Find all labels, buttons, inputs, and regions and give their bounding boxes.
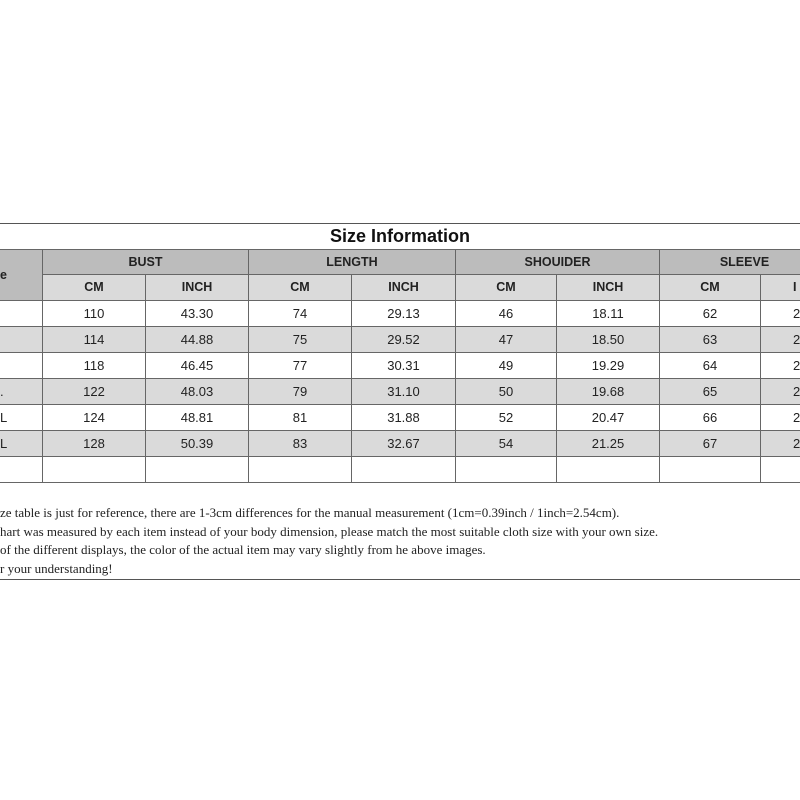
unit-header-shoulder-inch: INCH bbox=[557, 275, 660, 301]
table-cell-bust-in: 48.81 bbox=[146, 405, 249, 431]
table-cell-length-cm: 77 bbox=[249, 353, 352, 379]
table-cell-size: . bbox=[0, 379, 43, 405]
table-cell-length-cm bbox=[249, 457, 352, 483]
unit-header-length-inch: INCH bbox=[352, 275, 456, 301]
table-cell-length-in: 31.10 bbox=[352, 379, 456, 405]
table-cell-sleeve-in: 2 bbox=[761, 327, 800, 353]
table-cell-size bbox=[0, 457, 43, 483]
table-cell-shoulder-cm bbox=[456, 457, 557, 483]
sleeve-inch-header-fragment: I bbox=[793, 280, 797, 294]
table-cell-size: L bbox=[0, 405, 43, 431]
table-cell-bust-cm: 128 bbox=[43, 431, 146, 457]
table-cell-shoulder-in: 18.11 bbox=[557, 301, 660, 327]
table-cell-length-cm: 79 bbox=[249, 379, 352, 405]
table-cell-length-cm: 74 bbox=[249, 301, 352, 327]
note-line: hart was measured by each item instead of your body dimension, please match the most suitable cloth size with your own size. bbox=[0, 523, 659, 539]
table-cell-sleeve-in: 2 bbox=[761, 353, 800, 379]
table-cell-sleeve-cm: 66 bbox=[660, 405, 761, 431]
table-cell-length-cm: 81 bbox=[249, 405, 352, 431]
table-cell-shoulder-in: 18.50 bbox=[557, 327, 660, 353]
table-cell-shoulder-cm: 49 bbox=[456, 353, 557, 379]
unit-header-bust-cm: CM bbox=[43, 275, 146, 301]
notes bbox=[0, 504, 800, 578]
table-cell-bust-cm: 124 bbox=[43, 405, 146, 431]
table-cell-sleeve-in: 2 bbox=[761, 301, 800, 327]
sleeve-group-header: SLEEVE bbox=[660, 249, 800, 275]
table-cell-length-cm: 75 bbox=[249, 327, 352, 353]
table-cell-length-in: 30.31 bbox=[352, 353, 456, 379]
table-cell-bust-cm bbox=[43, 457, 146, 483]
table-cell-size bbox=[0, 327, 43, 353]
table-cell-bust-in bbox=[146, 457, 249, 483]
table-cell-shoulder-in: 20.47 bbox=[557, 405, 660, 431]
table-cell-length-cm: 83 bbox=[249, 431, 352, 457]
table-cell-bust-in: 44.88 bbox=[146, 327, 249, 353]
table-cell-bust-cm: 118 bbox=[43, 353, 146, 379]
size-table bbox=[0, 249, 800, 483]
table-cell-size bbox=[0, 301, 43, 327]
size-header-cell: e bbox=[0, 249, 43, 301]
table-cell-shoulder-cm: 47 bbox=[456, 327, 557, 353]
table-cell-bust-cm: 110 bbox=[43, 301, 146, 327]
table-cell-length-in: 32.67 bbox=[352, 431, 456, 457]
table-cell-sleeve-cm: 62 bbox=[660, 301, 761, 327]
unit-header-length-cm: CM bbox=[249, 275, 352, 301]
table-cell-shoulder-cm: 50 bbox=[456, 379, 557, 405]
table-cell-sleeve-cm: 63 bbox=[660, 327, 761, 353]
length-group-header: LENGTH bbox=[249, 249, 456, 275]
table-cell-bust-in: 43.30 bbox=[146, 301, 249, 327]
table-cell-sleeve-cm bbox=[660, 457, 761, 483]
table-cell-bust-in: 48.03 bbox=[146, 379, 249, 405]
table-cell-shoulder-cm: 54 bbox=[456, 431, 557, 457]
table-cell-bust-in: 46.45 bbox=[146, 353, 249, 379]
table-cell-sleeve-cm: 67 bbox=[660, 431, 761, 457]
note-line: ze table is just for reference, there are 1-3cm differences for the manual measurement (1cm=0.39inch / 1inch=2.54cm). bbox=[0, 505, 620, 520]
table-cell-bust-cm: 122 bbox=[43, 379, 146, 405]
table-cell-sleeve-cm: 65 bbox=[660, 379, 761, 405]
table-cell-length-in bbox=[352, 457, 456, 483]
unit-header-sleeve-inch bbox=[761, 275, 800, 301]
table-cell-length-in: 31.88 bbox=[352, 405, 456, 431]
unit-header-bust-inch: INCH bbox=[146, 275, 249, 301]
table-cell-size: L bbox=[0, 431, 43, 457]
table-cell-shoulder-in: 19.68 bbox=[557, 379, 660, 405]
bust-group-header: BUST bbox=[43, 249, 249, 275]
note-line: of the different displays, the color of the actual item may vary slightly from he above images. bbox=[0, 542, 486, 557]
table-title: Size Information bbox=[329, 226, 470, 246]
table-cell-bust-cm: 114 bbox=[43, 327, 146, 353]
table-cell-sleeve-in: 2 bbox=[761, 431, 800, 457]
unit-header-sleeve-cm: CM bbox=[660, 275, 761, 301]
table-cell-bust-in: 50.39 bbox=[146, 431, 249, 457]
table-cell-length-in: 29.13 bbox=[352, 301, 456, 327]
table-cell-shoulder-in bbox=[557, 457, 660, 483]
table-cell-shoulder-cm: 52 bbox=[456, 405, 557, 431]
unit-header-shoulder-cm: CM bbox=[456, 275, 557, 301]
table-cell-length-in: 29.52 bbox=[352, 327, 456, 353]
table-cell-sleeve-in bbox=[761, 457, 800, 483]
shoulder-group-header: SHOUIDER bbox=[456, 249, 660, 275]
table-cell-sleeve-cm: 64 bbox=[660, 353, 761, 379]
table-cell-size bbox=[0, 353, 43, 379]
table-cell-sleeve-in: 2 bbox=[761, 379, 800, 405]
table-cell-shoulder-in: 21.25 bbox=[557, 431, 660, 457]
note-line: r your understanding! bbox=[0, 560, 113, 576]
table-cell-shoulder-cm: 46 bbox=[456, 301, 557, 327]
table-cell-sleeve-in: 2 bbox=[761, 405, 800, 431]
table-cell-shoulder-in: 19.29 bbox=[557, 353, 660, 379]
